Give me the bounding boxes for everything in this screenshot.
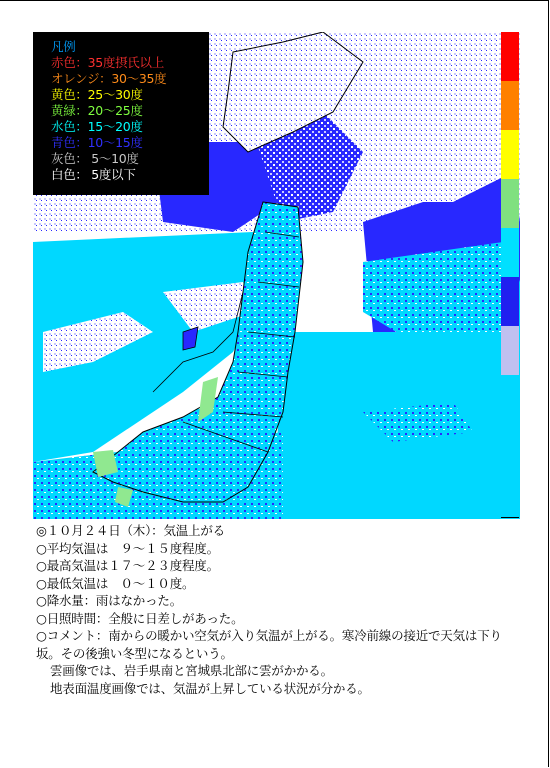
legend-item: 白色： 5度以下: [51, 167, 136, 182]
legend-title: 凡例: [51, 39, 76, 54]
legend-items: [51, 55, 209, 183]
legend-item: 青色：10～15度: [51, 135, 143, 150]
scale-segment: [501, 32, 519, 81]
color-scale-bar: [501, 32, 519, 377]
legend: [33, 32, 209, 195]
scale-segment: [501, 228, 519, 277]
legend-item: 赤色：35度摂氏以上: [51, 55, 164, 70]
scale-segment: [501, 179, 519, 228]
scale-segment: [501, 277, 519, 326]
note-max-temp: ○最高気温は１７～２３度程度。: [36, 558, 219, 573]
note-sunshine: ○日照時間：全般に日差しがあった。: [36, 610, 244, 626]
scale-segment: [501, 326, 519, 375]
weather-notes: [36, 522, 506, 697]
note-precipitation: ○降水量：雨はなかった。: [36, 593, 183, 608]
note-comment: ○コメント：南からの暖かい空気が入り気温が上がる。寒冷前線の接近で天気は下り坂。その後強い冬型になるという。: [36, 628, 502, 661]
note-date-headline: ◎１０月２４日（木）：気温上がる: [36, 523, 225, 538]
note-cloud-image: 雲画像では、岩手県南と宮城県北部に雲がかかる。: [50, 663, 333, 678]
scale-segment: [501, 130, 519, 179]
note-average-temp: ○平均気温は ９～１５度程度。: [36, 540, 219, 556]
note-min-temp: ○最低気温は ０～１０度。: [36, 575, 195, 591]
legend-item: 黄色：25～30度: [51, 87, 143, 102]
scale-segment: [501, 81, 519, 130]
legend-item: 黄緑：20～25度: [51, 103, 143, 118]
scale-baseline: [501, 517, 519, 518]
legend-item: 水色：15～20度: [51, 119, 143, 134]
legend-item: オレンジ：30～35度: [51, 71, 167, 86]
legend-item: 灰色： 5～10度: [51, 151, 139, 166]
note-surface-temp-image: 地表面温度画像では、気温が上昇している状況が分かる。: [50, 680, 370, 696]
